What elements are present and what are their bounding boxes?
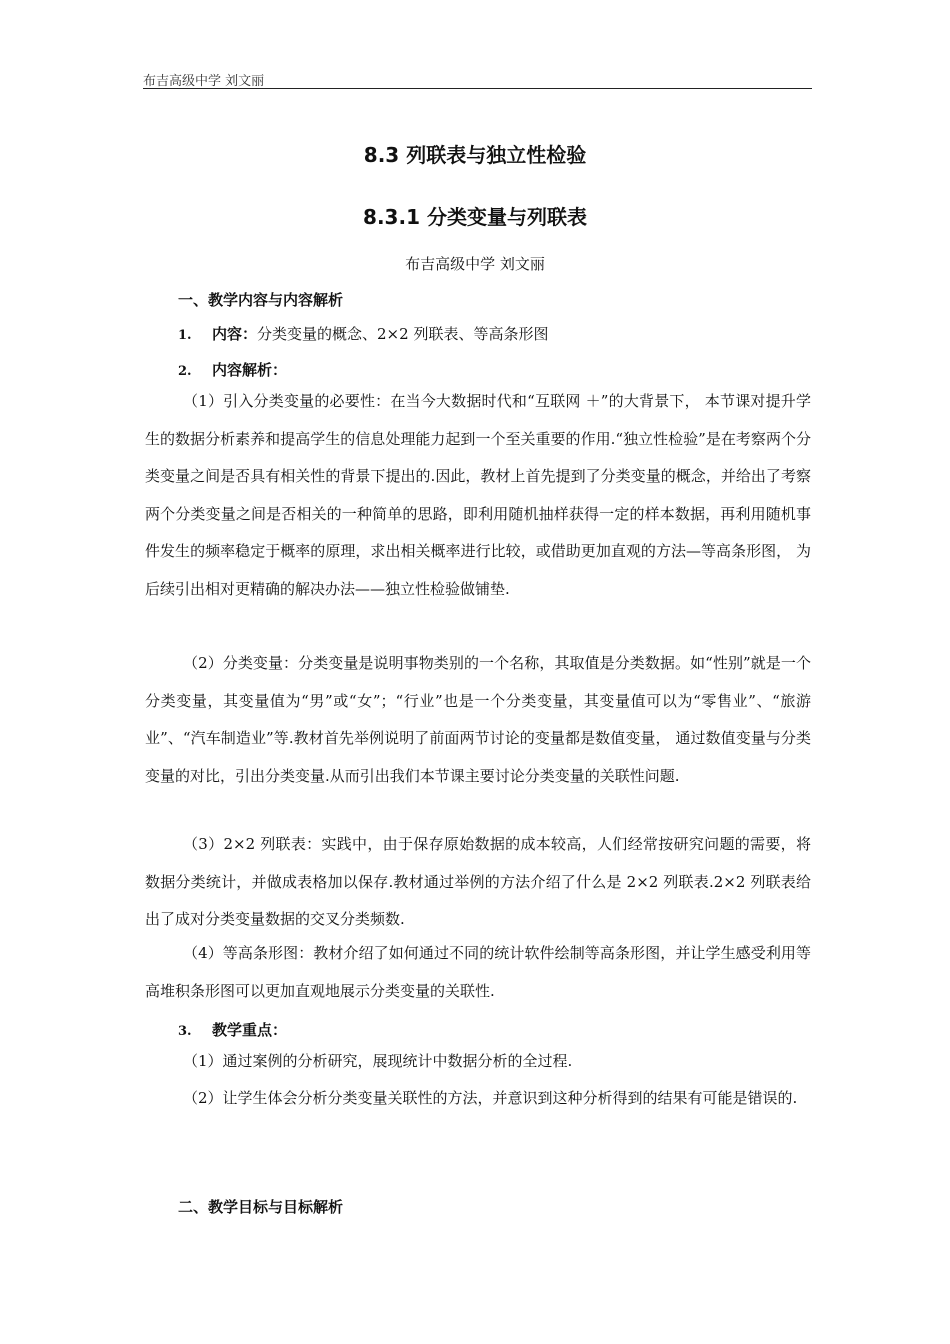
- key-point-1: （1）通过案例的分析研究，展现统计中数据分析的全过程.: [183, 1052, 573, 1070]
- sub-title: 8.3.1 分类变量与列联表: [363, 205, 587, 229]
- paragraph-3: （3）2×2 列联表：实践中，由于保存原始数据的成本较高，人们经常按研究问题的需要，将数据分类统计，并做成表格加以保存.教材通过举例的方法介绍了什么是 2×2 列联表.2×2 列联表给出了成对分类变量数据的交叉分类频数.: [145, 835, 811, 928]
- item-number: 2.: [178, 364, 192, 379]
- item-label: 教学重点：: [212, 1021, 288, 1039]
- item-number: 1.: [178, 328, 192, 343]
- section-1-heading: 一、教学内容与内容解析: [178, 291, 344, 309]
- item-key-points: [178, 1019, 287, 1040]
- main-title: 8.3 列联表与独立性检验: [363, 143, 587, 167]
- item-label: 内容解析：: [212, 361, 288, 379]
- item-content: [178, 323, 548, 344]
- key-point-2: （2）让学生体会分析分类变量关联性的方法，并意识到这种分析得到的结果有可能是错误的.: [183, 1089, 798, 1107]
- item-text: 分类变量的概念、2×2 列联表、等高条形图: [257, 325, 549, 343]
- paragraph-2: （2）分类变量：分类变量是说明事物类别的一个名称，其取值是分类数据。如“性别”就是一个分类变量，其变量值为“男”或“女”；“行业”也是一个分类变量，其变量值可以为“零售业”、“旅游业”、“汽车制造业”等.教材首先举例说明了前面两节讨论的变量都是数值变量， 通过数值变量与分类变量的对比，引出分类变量.从而引出我们本节课主要讨论分类变量的关联性问题.: [145, 654, 811, 785]
- paragraph-1: （1）引入分类变量的必要性：在当今大数据时代和“互联网 ＋”的大背景下， 本节课对提升学生的数据分析素养和提高学生的信息处理能力起到一个至关重要的作用.“独立性检验”是在考察两个分类变量之间是否具有相关性的背景下提出的.因此，教材上首先提到了分类变量的概念，并给出了考察两个分类变量之间是否相关的一种简单的思路，即利用随机抽样获得一定的样本数据，再利用随机事件发生的频率稳定于概率的原理，求出相关概率进行比较，或借助更加直观的方法—等高条形图， 为后续引出相对更精确的解决办法——独立性检验做铺垫.: [145, 392, 811, 598]
- header-text: 布吉高级中学 刘文丽: [143, 74, 265, 89]
- item-analysis: [178, 359, 287, 380]
- item-label: 内容：: [212, 325, 258, 343]
- author: 布吉高级中学 刘文丽: [405, 255, 545, 273]
- page-header: [143, 70, 812, 89]
- section-2-heading: 二、教学目标与目标解析: [178, 1198, 344, 1216]
- item-number: 3.: [178, 1024, 192, 1039]
- paragraph-4: （4）等高条形图：教材介绍了如何通过不同的统计软件绘制等高条形图，并让学生感受利用等高堆积条形图可以更加直观地展示分类变量的关联性.: [145, 944, 811, 1000]
